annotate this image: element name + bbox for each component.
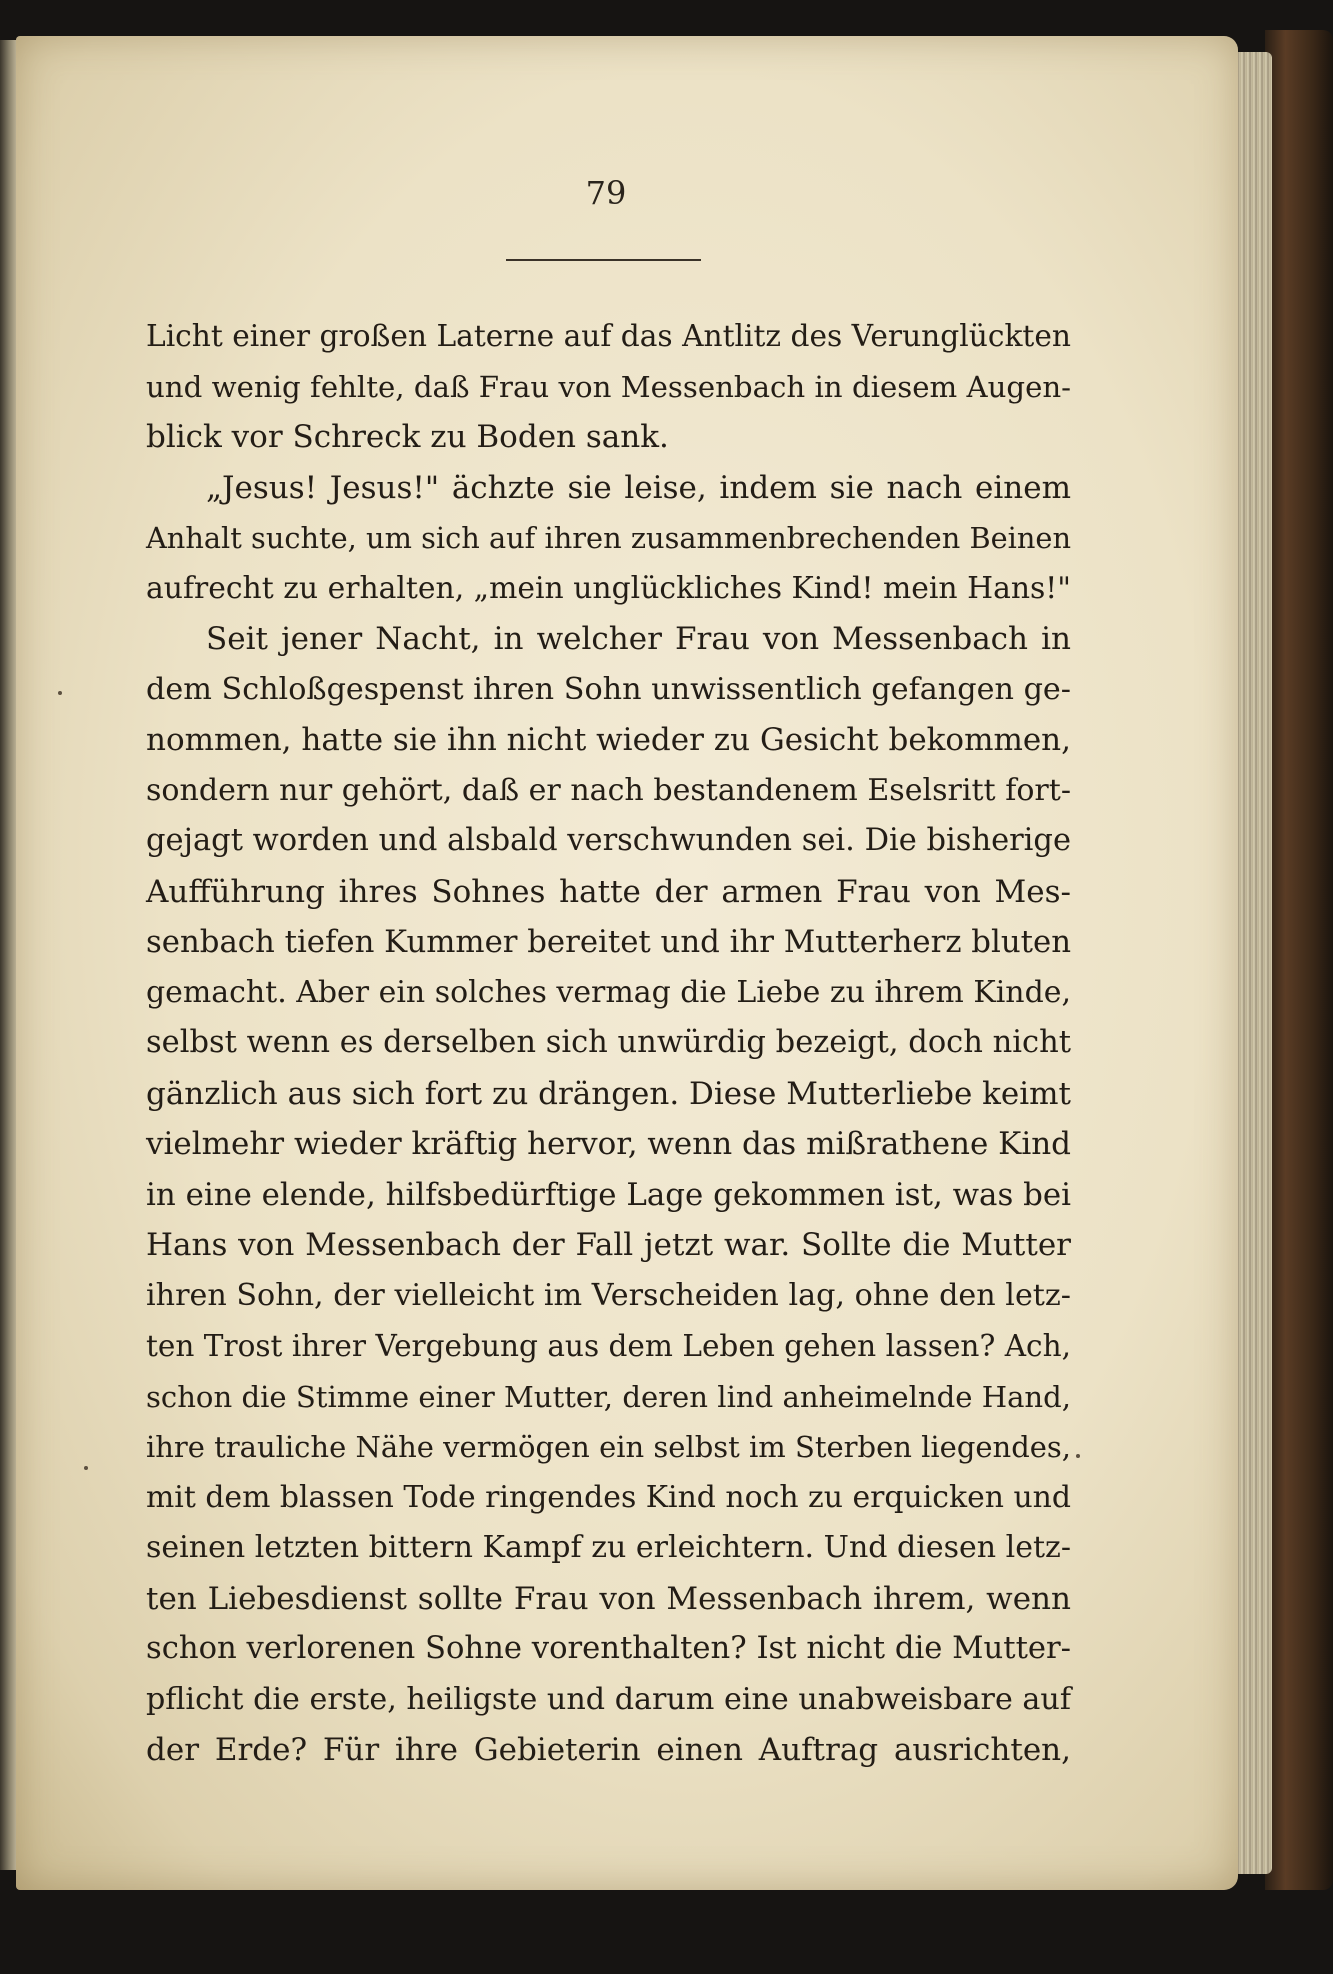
text-line: ihren Sohn, der vielleicht im Verscheiden lag, ohne den letz- — [146, 1277, 1071, 1313]
text-line: ihre trauliche Nähe vermögen ein selbst im Sterben liegendes, — [146, 1430, 1071, 1464]
text-line: gejagt worden und alsbald verschwunden sei. Die bisherige — [146, 823, 1071, 858]
text-line: schon verlorenen Sohne vorenthalten? Ist nicht die Mutter- — [146, 1631, 1071, 1666]
text-line: Anhalt suchte, um sich auf ihren zusammenbrechenden Beinen — [146, 521, 1071, 555]
text-line: „Jesus! Jesus!" ächzte sie leise, indem sie nach einem — [206, 469, 1071, 506]
text-line: nommen, hatte sie ihn nicht wieder zu Gesicht bekommen, — [146, 722, 1071, 758]
paper-speck — [58, 691, 62, 695]
text-line: dem Schloßgespenst ihren Sohn unwissentlich gefangen ge- — [146, 671, 1071, 707]
text-line: der Erde? Für ihre Gebieterin einen Auftrag ausrichten, — [146, 1732, 1071, 1768]
text-line: mit dem blassen Tode ringendes Kind noch zu erquicken und — [146, 1479, 1071, 1515]
text-line: Licht einer großen Laterne auf das Antlitz des Verunglückten — [146, 318, 1071, 353]
text-line: blick vor Schreck zu Boden sank. — [146, 419, 669, 455]
text-line: selbst wenn es derselben sich unwürdig bezeigt, doch nicht — [146, 1025, 1071, 1060]
text-line: ten Liebesdienst sollte Frau von Messenbach ihrem, wenn — [146, 1580, 1071, 1617]
text-line: in eine elende, hilfsbedürftige Lage gekommen ist, was bei — [146, 1176, 1071, 1213]
header-rule — [506, 259, 701, 261]
text-line: pflicht die erste, heiligste und darum eine unabweisbare auf — [146, 1681, 1071, 1717]
text-line: Seit jener Nacht, in welcher Frau von Messenbach in — [206, 621, 1071, 657]
text-line: ten Trost ihrer Vergebung aus dem Leben gehen lassen? Ach, — [146, 1329, 1071, 1363]
text-line: vielmehr wieder kräftig hervor, wenn das mißrathene Kind — [146, 1126, 1071, 1162]
book-page — [16, 36, 1238, 1890]
paper-speck — [84, 1466, 88, 1470]
book-cover-edge — [1265, 30, 1333, 1890]
text-line: Aufführung ihres Sohnes hatte der armen Frau von Mes- — [146, 873, 1071, 910]
text-line: gemacht. Aber ein solches vermag die Liebe zu ihrem Kinde, — [146, 974, 1071, 1010]
page-number: 79 — [585, 174, 627, 212]
text-line: aufrecht zu erhalten, „mein unglückliches Kind! mein Hans!" — [146, 570, 1071, 606]
text-line: Hans von Messenbach der Fall jetzt war. Sollte die Mutter — [146, 1227, 1071, 1263]
previous-page-edge — [0, 40, 16, 1870]
text-line: seinen letzten bittern Kampf zu erleichtern. Und diesen letz- — [146, 1530, 1071, 1565]
text-line: schon die Stimme einer Mutter, deren lind anheimelnde Hand, — [146, 1379, 1071, 1414]
text-line: sondern nur gehört, daß er nach bestandenem Eselsritt fort- — [146, 772, 1071, 808]
body-text — [146, 311, 1071, 1776]
paper-speck — [1076, 1454, 1080, 1458]
text-line: und wenig fehlte, daß Frau von Messenbach in diesem Augen- — [146, 369, 1071, 404]
text-line: senbach tiefen Kummer bereitet und ihr Mutterherz bluten — [146, 924, 1071, 960]
text-line: gänzlich aus sich fort zu drängen. Diese Mutterliebe keimt — [146, 1075, 1071, 1112]
